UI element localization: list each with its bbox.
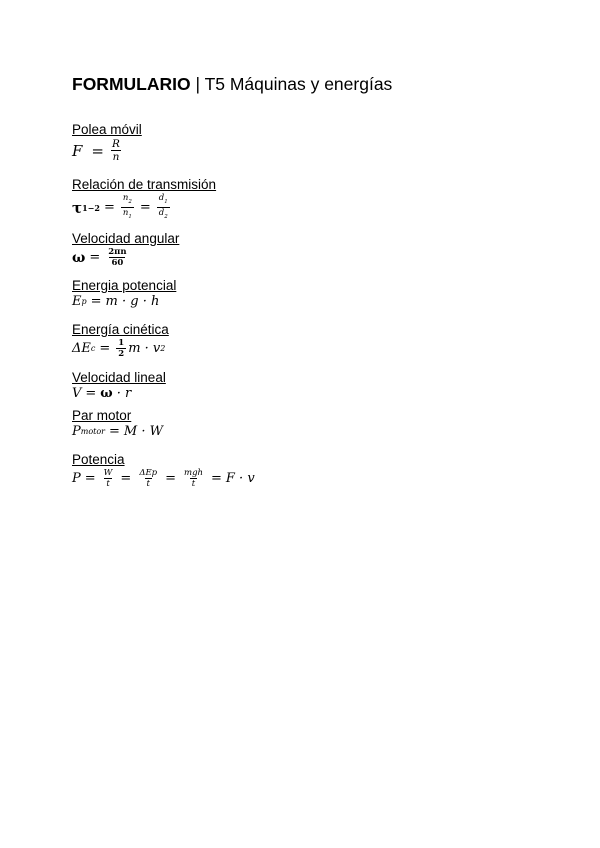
exponent: 2 (160, 344, 166, 353)
equals-sign: = (165, 471, 177, 486)
fraction (106, 247, 128, 268)
section-label: Velocidad angular (72, 231, 180, 246)
subscript: 1−2 (82, 202, 100, 213)
formula-symbol: V (72, 386, 82, 401)
denominator: t (106, 479, 110, 489)
equals-sign: = (103, 200, 115, 215)
subscript: 2 (128, 199, 132, 205)
section-par-motor (72, 408, 163, 439)
omega-symbol: ω (100, 386, 113, 401)
section-label: Energía cinética (72, 322, 169, 337)
subscript: 2 (164, 214, 168, 220)
formula-rhs: m · g · h (105, 294, 160, 309)
fraction (102, 468, 115, 489)
equals-sign: = (91, 141, 104, 160)
numerator: ΔEp (139, 468, 158, 478)
subscript: 1 (128, 214, 132, 220)
formula-rhs: M · W (123, 424, 163, 439)
equals-sign: = (139, 200, 151, 215)
subscript: 1 (164, 199, 168, 205)
equals-sign: = (85, 386, 97, 401)
title-rest: | T5 Máquinas y energías (190, 74, 393, 94)
numerator: d (158, 193, 165, 203)
denominator: n (122, 208, 129, 218)
subscript: motor (80, 427, 106, 436)
section-label: Par motor (72, 408, 132, 423)
subscript: c (90, 344, 96, 353)
fraction (157, 193, 170, 222)
equals-sign: = (109, 424, 120, 439)
tau-symbol: τ (72, 198, 83, 217)
numerator: 1 (118, 338, 125, 348)
formula-par (72, 424, 163, 439)
numerator: 2πn (108, 247, 127, 257)
section-energia-cinetica (72, 322, 169, 359)
formula-symbol: F (72, 141, 83, 160)
section-label: Velocidad lineal (72, 370, 166, 385)
formula-rhs: F · v (225, 471, 255, 486)
equals-sign: = (90, 294, 102, 309)
fraction (182, 468, 205, 489)
formula-potencia (72, 468, 255, 489)
section-velocidad-angular (72, 231, 179, 268)
section-relacion-transmision (72, 177, 216, 222)
denominator: t (146, 479, 150, 489)
equals-sign: = (120, 471, 132, 486)
formula-potencial (72, 294, 176, 309)
formula-polea (72, 138, 142, 163)
fraction (137, 468, 159, 489)
denominator: 60 (111, 258, 124, 268)
formula-symbol: P (72, 471, 81, 486)
page-title (72, 74, 392, 95)
section-label: Relación de transmisión (72, 177, 217, 192)
denominator: n (112, 151, 120, 163)
numerator: mgh (184, 468, 203, 478)
subscript: p (81, 297, 87, 306)
section-polea-movil (72, 122, 142, 163)
formula-symbol: P (72, 424, 81, 439)
section-velocidad-lineal (72, 370, 166, 401)
section-energia-potencial (72, 278, 176, 309)
denominator: 2 (118, 349, 125, 359)
formula-symbol: ΔE (72, 341, 91, 356)
denominator: d (158, 208, 165, 218)
numerator: R (112, 138, 120, 150)
section-label: Potencia (72, 452, 125, 467)
equals-sign: = (99, 341, 111, 356)
section-potencia (72, 452, 255, 489)
equals-sign: = (84, 471, 96, 486)
formula-symbol: E (72, 294, 82, 309)
fraction (116, 338, 126, 359)
equals-sign: = (211, 471, 222, 486)
section-label: Polea móvil (72, 122, 142, 137)
formula-rhs: · r (116, 386, 132, 401)
formula-cinetica (72, 338, 169, 359)
numerator: W (103, 468, 113, 478)
formula-angular (72, 247, 179, 268)
title-bold: FORMULARIO (72, 74, 191, 94)
formula-lineal (72, 386, 166, 401)
omega-symbol: ω (72, 249, 86, 266)
formula-relacion (72, 193, 216, 222)
fraction (110, 138, 122, 163)
formula-rhs: m · v (128, 341, 161, 356)
equals-sign: = (89, 250, 101, 265)
numerator: n (122, 193, 129, 203)
denominator: t (191, 479, 196, 489)
section-label: Energia potencial (72, 278, 177, 293)
fraction (121, 193, 134, 222)
